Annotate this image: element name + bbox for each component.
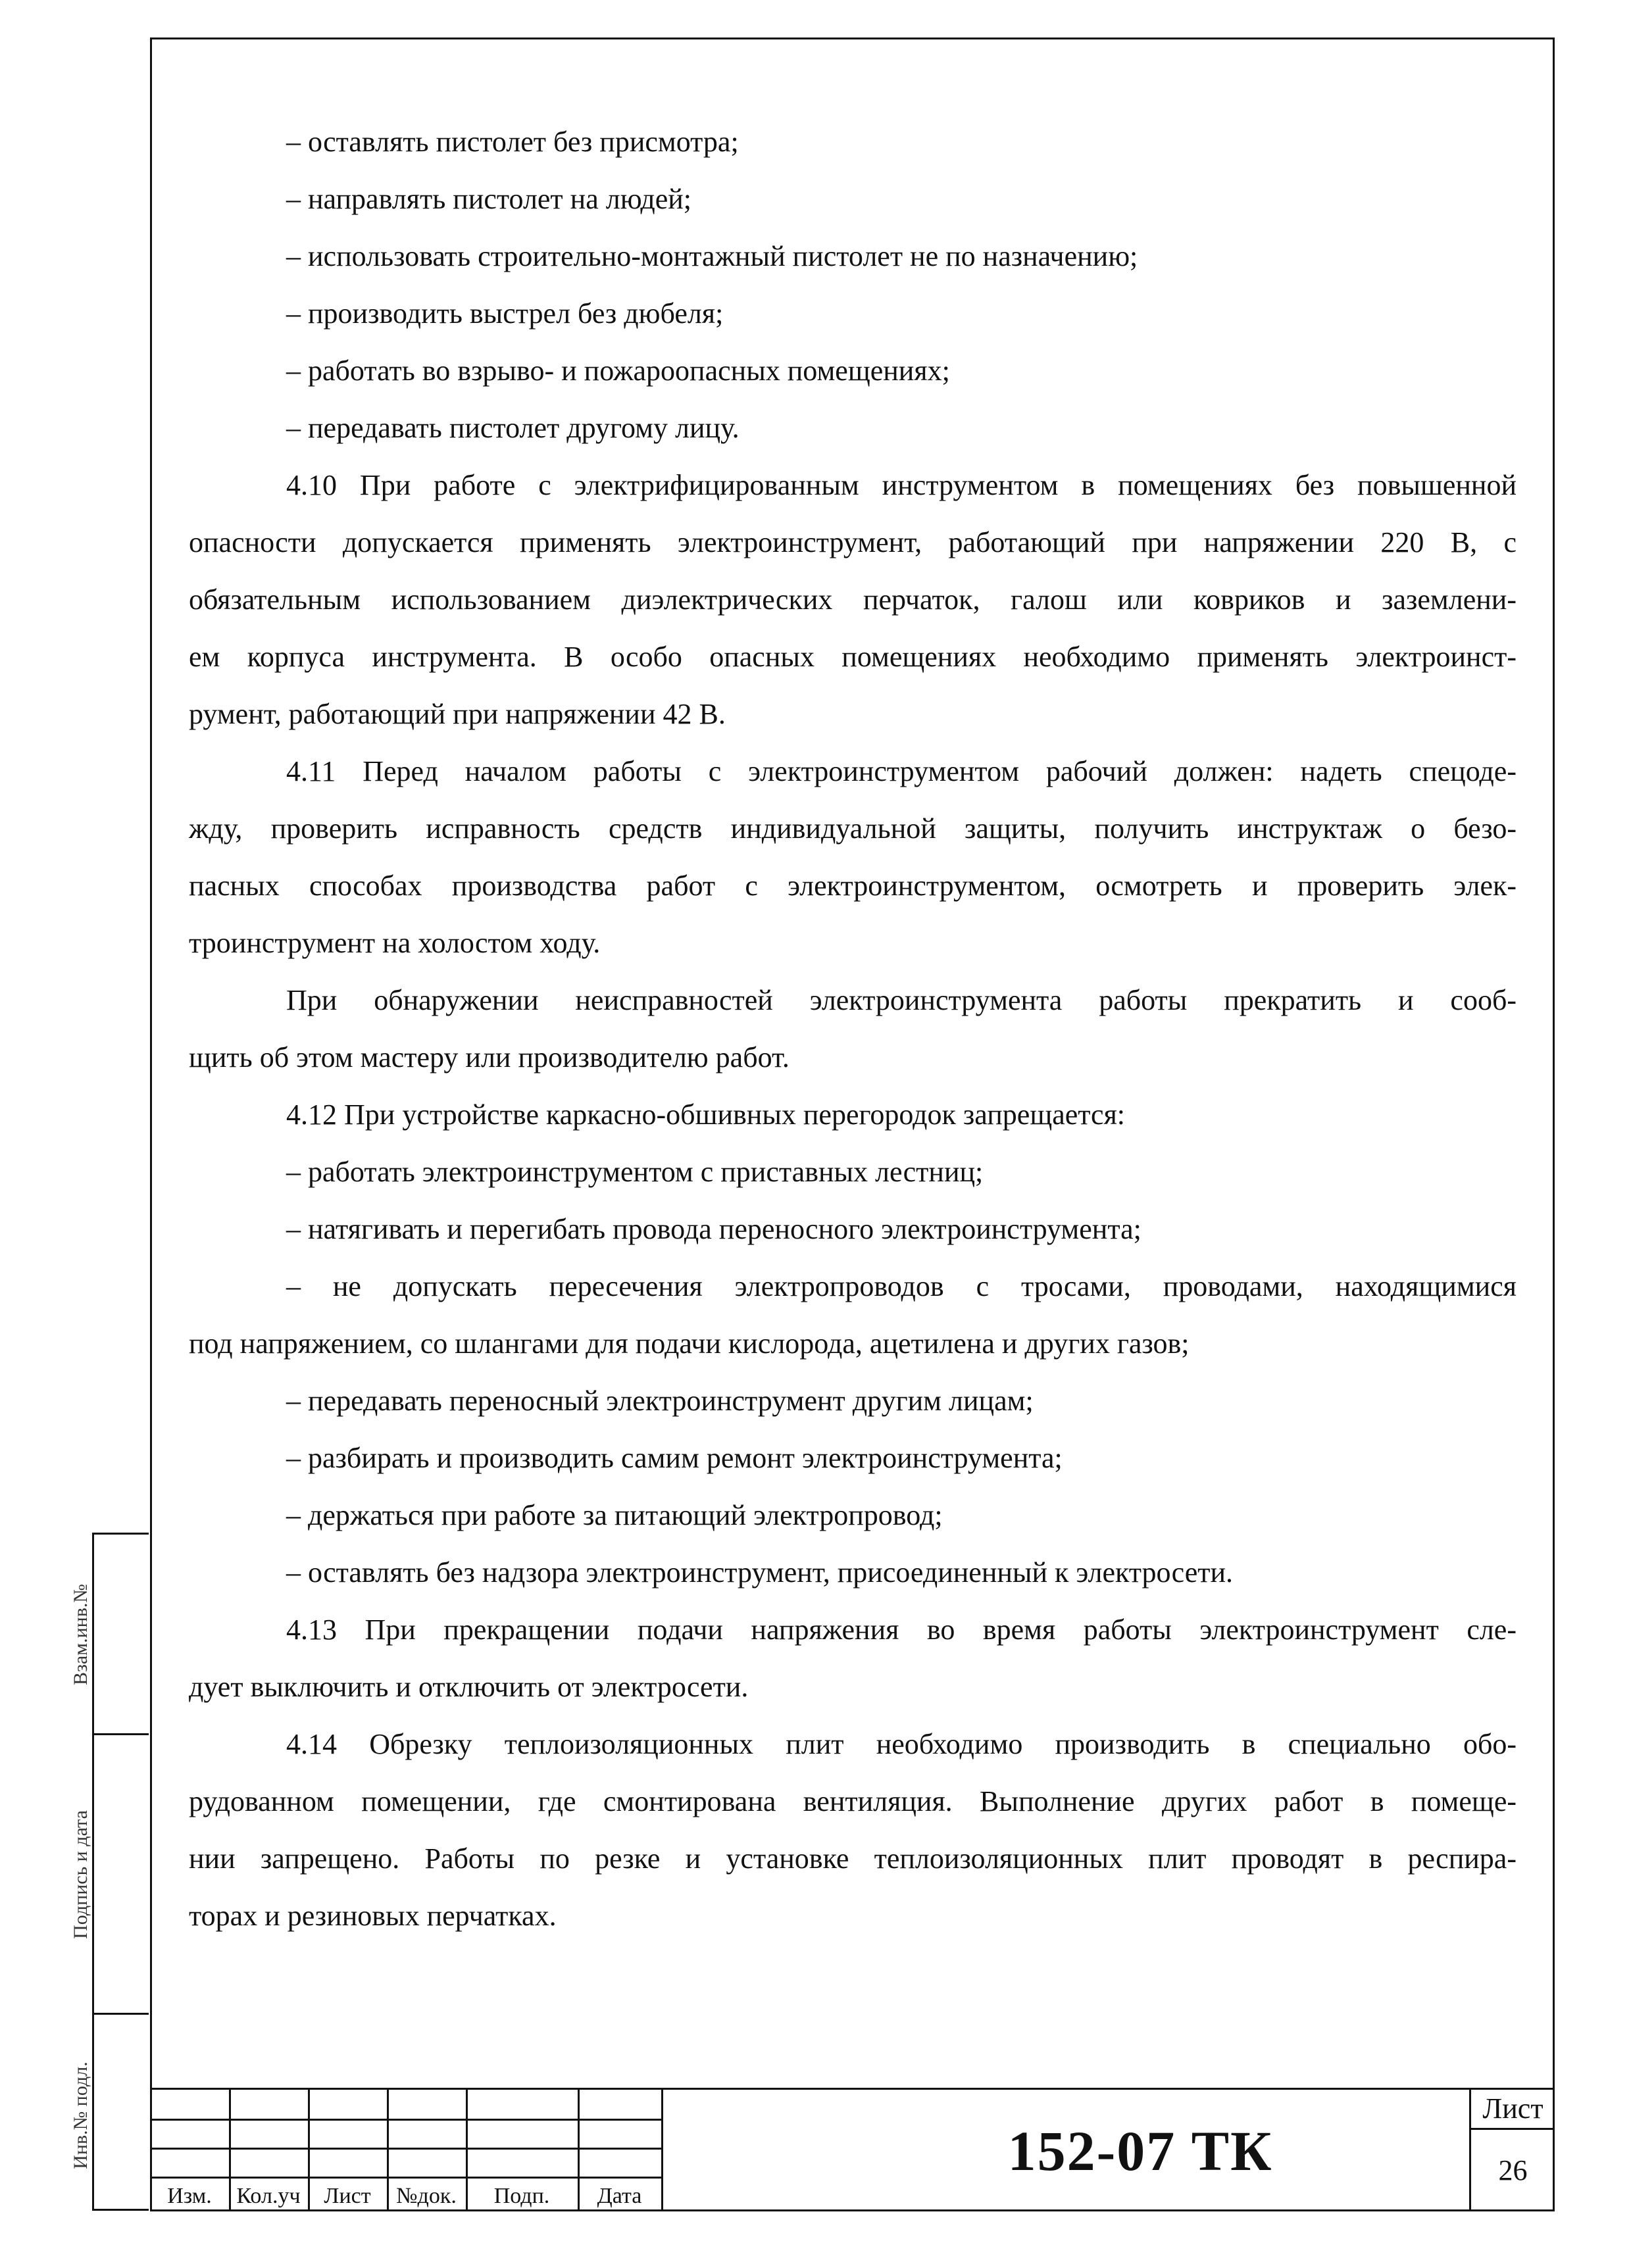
col-label-date: Дата — [597, 2184, 642, 2208]
paragraph-line: 4.14 Обрезку теплоизоляционных плит необходимо производить в специально обо- — [286, 1728, 1517, 1760]
paragraph-4-13 — [189, 1601, 1517, 1715]
list-item: – натягивать и перегибать провода переносного электроинструмента; — [286, 1213, 1142, 1245]
list-item-multiline — [189, 1258, 1517, 1372]
paragraph-line: 4.11 Перед началом работы с электроинструментом рабочий должен: надеть спецоде- — [286, 755, 1517, 787]
revision-table — [150, 2090, 663, 2211]
document-code: 152-07 ТК — [1007, 2119, 1273, 2182]
paragraph-4-14 — [189, 1715, 1517, 1944]
paragraph-line: румент, работающий при напряжении 42 В. — [189, 698, 726, 730]
paragraph-4-11-cont — [189, 972, 1517, 1086]
paragraph-line: жду, проверить исправность средств индивидуальной защиты, получить инструктаж о безо- — [189, 812, 1517, 845]
list-item: – разбирать и производить самим ремонт электроинструмента; — [286, 1442, 1063, 1474]
strip-cell-original — [70, 2015, 149, 2211]
paragraph-line: дует выключить и отключить от электросети. — [189, 1671, 749, 1703]
paragraph-line: под напряжением, со шлангами для подачи кислорода, ацетилена и других газов; — [189, 1327, 1190, 1360]
strip-label-original: Инв.№ подл. — [70, 2061, 91, 2169]
list-item: – использовать строительно-монтажный пистолет не по назначению; — [286, 240, 1138, 272]
sheet-label: Лист — [1471, 2090, 1555, 2130]
paragraph-4-10 — [189, 456, 1517, 743]
paragraph-line: торах и резиновых перчатках. — [189, 1900, 557, 1932]
list-item: – передавать пистолет другому лицу. — [286, 412, 740, 444]
paragraph-line: При обнаружении неисправностей электроинструмента работы прекратить и сооб- — [286, 984, 1517, 1016]
strip-cell-replacement — [70, 1535, 149, 1735]
paragraph-line: ем корпуса инструмента. В особо опасных помещениях необходимо применять электроинст- — [189, 641, 1517, 673]
col-label-doc-number: №док. — [396, 2184, 457, 2208]
paragraph-line: – не допускать пересечения электропроводов с тросами, проводами, находящимися — [286, 1270, 1517, 1302]
binding-strip — [70, 1533, 149, 2211]
list-item: – направлять пистолет на людей; — [286, 183, 692, 215]
strip-label-signature: Подпись и дата — [70, 1810, 91, 1939]
paragraph-4-11 — [189, 743, 1517, 972]
col-label-change: Изм. — [167, 2184, 212, 2208]
title-block — [150, 2088, 1555, 2211]
col-label-quantity: Кол.уч — [236, 2184, 301, 2208]
sheet-number: 26 — [1498, 2154, 1528, 2186]
paragraph-line: щить об этом мастеру или производителю работ. — [189, 1041, 790, 1073]
col-label-sheet: Лист — [324, 2184, 371, 2208]
list-item: – оставлять без надзора электроинструмент, присоединенный к электросети. — [286, 1556, 1234, 1589]
paragraph-line: обязательным использованием диэлектрических перчаток, галош или ковриков и заземлени- — [189, 583, 1517, 616]
list-item: – передавать переносный электроинструмент другим лицам; — [286, 1385, 1034, 1417]
list-item: – производить выстрел без дюбеля; — [286, 297, 724, 330]
list-item: – работать электроинструментом с приставных лестниц; — [286, 1156, 984, 1188]
paragraph-line: опасности допускается применять электроинструмент, работающий при напряжении 220 В, с — [189, 526, 1517, 558]
list-item: – держаться при работе за питающий электропровод; — [286, 1499, 943, 1531]
col-label-signature: Подп. — [493, 2184, 550, 2208]
paragraph-line: троинструмент на холостом ходу. — [189, 927, 601, 959]
paragraph-line: 4.13 При прекращении подачи напряжения во время работы электроинструмент сле- — [286, 1614, 1517, 1646]
list-item: – работать во взрыво- и пожароопасных помещениях; — [286, 355, 950, 387]
paragraph-line: 4.10 При работе с электрифицированным инструментом в помещениях без повышенной — [286, 469, 1517, 501]
paragraph-line: рудованном помещении, где смонтирована вентиляция. Выполнение других работ в помеще- — [189, 1785, 1517, 1817]
strip-cell-signature — [70, 1735, 149, 2015]
strip-label-replacement: Взам.инв.№ — [70, 1583, 91, 1686]
paragraph-4-12-heading: 4.12 При устройстве каркасно-обшивных перегородок запрещается: — [286, 1098, 1126, 1131]
list-item: – оставлять пистолет без присмотра; — [286, 126, 739, 158]
paragraph-line: нии запрещено. Работы по резке и установке теплоизоляционных плит проводят в респира- — [189, 1842, 1517, 1875]
document-body — [189, 113, 1517, 1944]
sheet-box — [1469, 2090, 1555, 2211]
paragraph-line: пасных способах производства работ с электроинструментом, осмотреть и проверить элек- — [189, 870, 1517, 902]
